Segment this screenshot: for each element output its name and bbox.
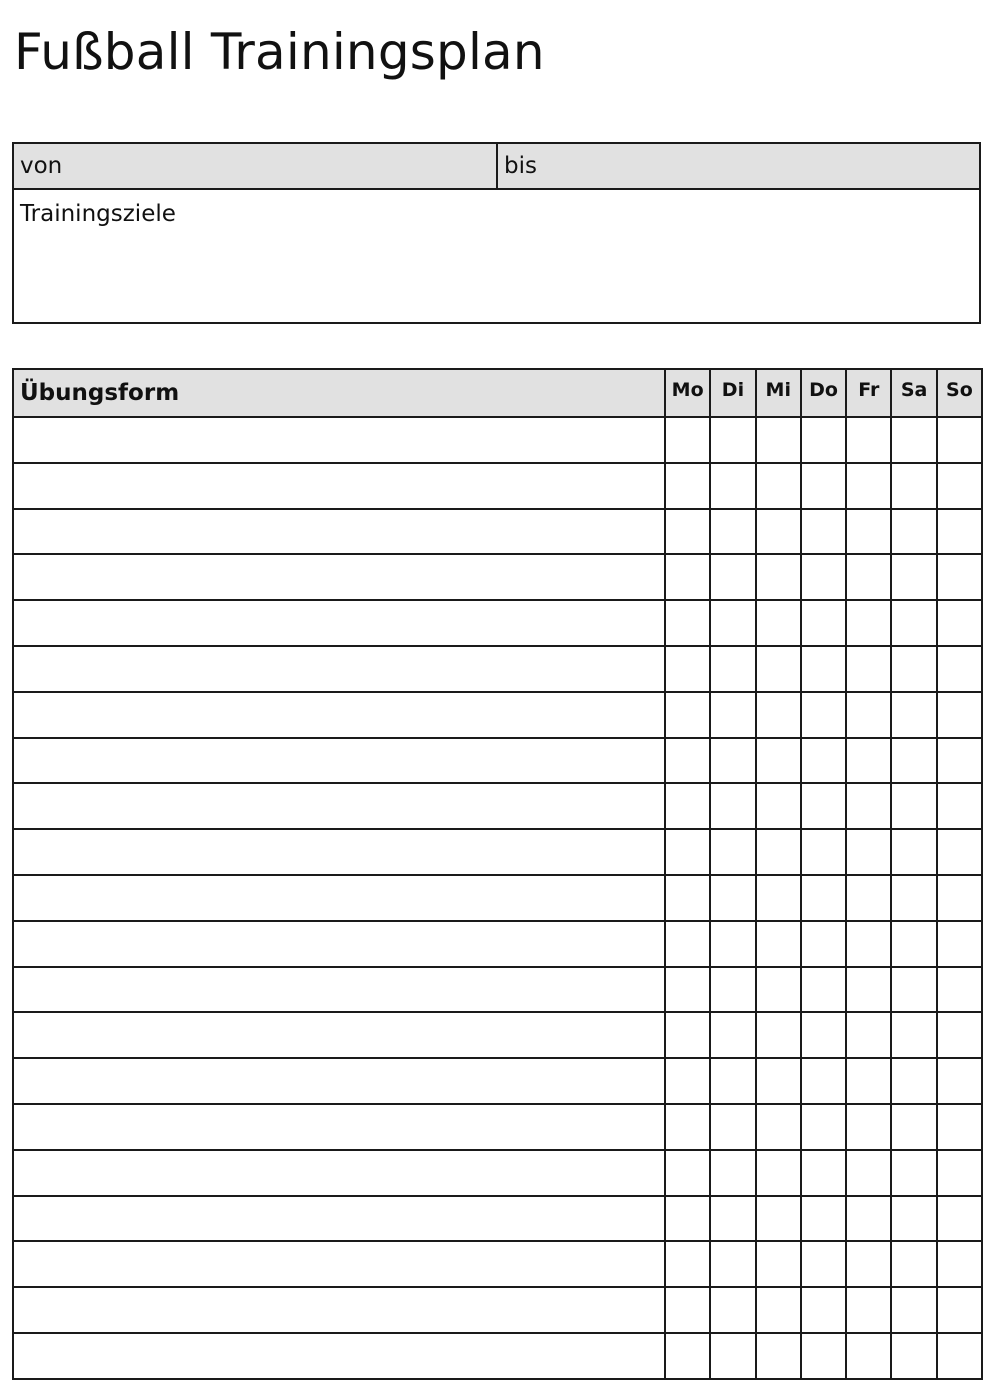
day-cell-do[interactable] <box>801 646 846 692</box>
day-header-di: Di <box>710 369 755 417</box>
day-cell-di[interactable] <box>710 1104 755 1150</box>
day-cell-mi[interactable] <box>756 417 801 463</box>
day-cell-fr[interactable] <box>846 1241 891 1287</box>
day-cell-do[interactable] <box>801 921 846 967</box>
day-cell-mo[interactable] <box>665 829 710 875</box>
day-cell-so[interactable] <box>937 967 982 1013</box>
training-table <box>12 368 983 1380</box>
exercise-cell[interactable] <box>13 1196 665 1242</box>
day-cell-sa[interactable] <box>891 692 936 738</box>
day-cell-sa[interactable] <box>891 600 936 646</box>
day-cell-mi[interactable] <box>756 921 801 967</box>
day-cell-mi[interactable] <box>756 967 801 1013</box>
day-cell-sa[interactable] <box>891 1150 936 1196</box>
day-cell-mi[interactable] <box>756 1058 801 1104</box>
day-header-sa: Sa <box>891 369 936 417</box>
day-cell-fr[interactable] <box>846 921 891 967</box>
day-header-do: Do <box>801 369 846 417</box>
day-header-mi: Mi <box>756 369 801 417</box>
day-cell-fr[interactable] <box>846 692 891 738</box>
table-row <box>13 783 982 829</box>
day-cell-fr[interactable] <box>846 600 891 646</box>
table-row <box>13 1241 982 1287</box>
table-row <box>13 1196 982 1242</box>
day-cell-mo[interactable] <box>665 600 710 646</box>
day-cell-di[interactable] <box>710 509 755 555</box>
day-cell-di[interactable] <box>710 783 755 829</box>
day-cell-fr[interactable] <box>846 829 891 875</box>
day-cell-sa[interactable] <box>891 646 936 692</box>
day-cell-so[interactable] <box>937 1058 982 1104</box>
exercise-cell[interactable] <box>13 1104 665 1150</box>
table-row <box>13 509 982 555</box>
day-cell-mi[interactable] <box>756 463 801 509</box>
day-cell-so[interactable] <box>937 509 982 555</box>
day-cell-fr[interactable] <box>846 554 891 600</box>
exercise-cell[interactable] <box>13 738 665 784</box>
day-cell-mo[interactable] <box>665 875 710 921</box>
exercise-cell[interactable] <box>13 1058 665 1104</box>
day-cell-fr[interactable] <box>846 1104 891 1150</box>
day-cell-mi[interactable] <box>756 600 801 646</box>
table-row <box>13 1150 982 1196</box>
exercise-cell[interactable] <box>13 509 665 555</box>
table-row <box>13 829 982 875</box>
day-cell-mi[interactable] <box>756 509 801 555</box>
day-cell-mi[interactable] <box>756 875 801 921</box>
day-cell-di[interactable] <box>710 921 755 967</box>
table-row <box>13 1058 982 1104</box>
day-cell-do[interactable] <box>801 738 846 784</box>
exercise-cell[interactable] <box>13 1241 665 1287</box>
day-cell-do[interactable] <box>801 967 846 1013</box>
table-row <box>13 738 982 784</box>
day-cell-do[interactable] <box>801 783 846 829</box>
day-cell-di[interactable] <box>710 417 755 463</box>
day-cell-sa[interactable] <box>891 829 936 875</box>
day-cell-di[interactable] <box>710 1012 755 1058</box>
day-cell-di[interactable] <box>710 829 755 875</box>
day-cell-mi[interactable] <box>756 1287 801 1333</box>
day-cell-so[interactable] <box>937 783 982 829</box>
day-cell-mo[interactable] <box>665 509 710 555</box>
day-cell-do[interactable] <box>801 1012 846 1058</box>
day-cell-do[interactable] <box>801 692 846 738</box>
day-cell-mo[interactable] <box>665 463 710 509</box>
day-cell-do[interactable] <box>801 1287 846 1333</box>
day-cell-mi[interactable] <box>756 1012 801 1058</box>
info-box <box>12 142 981 324</box>
day-cell-di[interactable] <box>710 1333 755 1379</box>
day-cell-sa[interactable] <box>891 738 936 784</box>
exercise-cell[interactable] <box>13 875 665 921</box>
day-cell-mi[interactable] <box>756 1104 801 1150</box>
day-cell-sa[interactable] <box>891 1196 936 1242</box>
exercise-cell[interactable] <box>13 646 665 692</box>
day-cell-so[interactable] <box>937 921 982 967</box>
day-cell-so[interactable] <box>937 1287 982 1333</box>
day-header-fr: Fr <box>846 369 891 417</box>
day-cell-di[interactable] <box>710 875 755 921</box>
day-header-mo: Mo <box>665 369 710 417</box>
day-cell-sa[interactable] <box>891 1287 936 1333</box>
exercise-cell[interactable] <box>13 921 665 967</box>
day-cell-mo[interactable] <box>665 1241 710 1287</box>
day-cell-do[interactable] <box>801 1241 846 1287</box>
day-cell-mo[interactable] <box>665 417 710 463</box>
day-cell-do[interactable] <box>801 829 846 875</box>
day-cell-sa[interactable] <box>891 509 936 555</box>
day-cell-mo[interactable] <box>665 646 710 692</box>
day-cell-mi[interactable] <box>756 1150 801 1196</box>
table-header-row <box>13 369 982 417</box>
exercise-cell[interactable] <box>13 1333 665 1379</box>
table-row <box>13 600 982 646</box>
day-cell-do[interactable] <box>801 875 846 921</box>
day-cell-so[interactable] <box>937 1150 982 1196</box>
day-cell-sa[interactable] <box>891 554 936 600</box>
day-cell-di[interactable] <box>710 692 755 738</box>
day-cell-mo[interactable] <box>665 1150 710 1196</box>
exercise-cell[interactable] <box>13 692 665 738</box>
day-cell-mo[interactable] <box>665 1333 710 1379</box>
day-cell-mi[interactable] <box>756 783 801 829</box>
day-cell-fr[interactable] <box>846 738 891 784</box>
table-row <box>13 875 982 921</box>
day-cell-di[interactable] <box>710 646 755 692</box>
day-cell-fr[interactable] <box>846 783 891 829</box>
day-cell-di[interactable] <box>710 463 755 509</box>
day-cell-so[interactable] <box>937 600 982 646</box>
day-cell-fr[interactable] <box>846 509 891 555</box>
day-cell-so[interactable] <box>937 1333 982 1379</box>
day-cell-sa[interactable] <box>891 967 936 1013</box>
day-cell-fr[interactable] <box>846 967 891 1013</box>
day-cell-sa[interactable] <box>891 875 936 921</box>
exercise-cell[interactable] <box>13 554 665 600</box>
day-cell-do[interactable] <box>801 1058 846 1104</box>
day-cell-mo[interactable] <box>665 692 710 738</box>
day-cell-do[interactable] <box>801 1104 846 1150</box>
table-row <box>13 646 982 692</box>
day-cell-mo[interactable] <box>665 1104 710 1150</box>
table-row <box>13 463 982 509</box>
day-cell-di[interactable] <box>710 1150 755 1196</box>
day-cell-so[interactable] <box>937 875 982 921</box>
day-cell-so[interactable] <box>937 1241 982 1287</box>
day-cell-mi[interactable] <box>756 554 801 600</box>
exercise-cell[interactable] <box>13 829 665 875</box>
day-cell-mo[interactable] <box>665 1058 710 1104</box>
day-header-so: So <box>937 369 982 417</box>
day-cell-sa[interactable] <box>891 1333 936 1379</box>
day-cell-mo[interactable] <box>665 921 710 967</box>
day-cell-mo[interactable] <box>665 554 710 600</box>
day-cell-di[interactable] <box>710 1196 755 1242</box>
day-cell-fr[interactable] <box>846 1150 891 1196</box>
day-cell-so[interactable] <box>937 554 982 600</box>
day-cell-sa[interactable] <box>891 1241 936 1287</box>
day-cell-mo[interactable] <box>665 738 710 784</box>
day-cell-do[interactable] <box>801 1333 846 1379</box>
day-cell-so[interactable] <box>937 1012 982 1058</box>
day-cell-mo[interactable] <box>665 1012 710 1058</box>
day-cell-fr[interactable] <box>846 463 891 509</box>
day-cell-mo[interactable] <box>665 1196 710 1242</box>
day-cell-di[interactable] <box>710 1287 755 1333</box>
day-cell-di[interactable] <box>710 1058 755 1104</box>
day-cell-so[interactable] <box>937 463 982 509</box>
day-cell-fr[interactable] <box>846 1058 891 1104</box>
table-row <box>13 1012 982 1058</box>
day-cell-sa[interactable] <box>891 1104 936 1150</box>
day-cell-do[interactable] <box>801 509 846 555</box>
day-cell-di[interactable] <box>710 554 755 600</box>
exercise-cell[interactable] <box>13 463 665 509</box>
day-cell-fr[interactable] <box>846 1333 891 1379</box>
table-row <box>13 1333 982 1379</box>
day-cell-di[interactable] <box>710 1241 755 1287</box>
to-date-label: bis <box>504 153 537 179</box>
day-cell-do[interactable] <box>801 600 846 646</box>
day-cell-so[interactable] <box>937 417 982 463</box>
day-cell-mi[interactable] <box>756 1333 801 1379</box>
day-cell-do[interactable] <box>801 554 846 600</box>
page-title: Fußball Trainingsplan <box>14 23 545 81</box>
day-cell-sa[interactable] <box>891 921 936 967</box>
table-row <box>13 417 982 463</box>
day-cell-mi[interactable] <box>756 738 801 784</box>
day-cell-fr[interactable] <box>846 1196 891 1242</box>
day-cell-di[interactable] <box>710 600 755 646</box>
day-cell-sa[interactable] <box>891 1058 936 1104</box>
day-cell-so[interactable] <box>937 1104 982 1150</box>
day-cell-sa[interactable] <box>891 1012 936 1058</box>
day-cell-do[interactable] <box>801 1150 846 1196</box>
table-row <box>13 692 982 738</box>
day-cell-fr[interactable] <box>846 1287 891 1333</box>
day-cell-so[interactable] <box>937 1196 982 1242</box>
from-date-label: von <box>20 153 63 179</box>
exercise-cell[interactable] <box>13 783 665 829</box>
day-cell-mi[interactable] <box>756 1196 801 1242</box>
day-cell-fr[interactable] <box>846 417 891 463</box>
day-cell-mi[interactable] <box>756 692 801 738</box>
day-cell-di[interactable] <box>710 967 755 1013</box>
from-date-field[interactable] <box>14 144 498 188</box>
table-row <box>13 967 982 1013</box>
table-row <box>13 1104 982 1150</box>
exercise-column-header: Übungsform <box>13 369 665 417</box>
day-cell-do[interactable] <box>801 463 846 509</box>
day-cell-fr[interactable] <box>846 1012 891 1058</box>
day-cell-mi[interactable] <box>756 1241 801 1287</box>
exercise-cell[interactable] <box>13 967 665 1013</box>
table-row <box>13 554 982 600</box>
to-date-field[interactable] <box>498 144 979 188</box>
day-cell-do[interactable] <box>801 1196 846 1242</box>
training-goals-label: Trainingsziele <box>20 201 176 227</box>
day-cell-fr[interactable] <box>846 875 891 921</box>
day-cell-di[interactable] <box>710 738 755 784</box>
day-cell-mi[interactable] <box>756 646 801 692</box>
exercise-cell[interactable] <box>13 1012 665 1058</box>
day-cell-mo[interactable] <box>665 783 710 829</box>
day-cell-sa[interactable] <box>891 783 936 829</box>
table-row <box>13 921 982 967</box>
exercise-cell[interactable] <box>13 417 665 463</box>
table-row <box>13 1287 982 1333</box>
date-range-row <box>14 144 979 190</box>
day-cell-mo[interactable] <box>665 1287 710 1333</box>
day-cell-so[interactable] <box>937 829 982 875</box>
day-cell-so[interactable] <box>937 646 982 692</box>
day-cell-fr[interactable] <box>846 646 891 692</box>
day-cell-mo[interactable] <box>665 967 710 1013</box>
day-cell-mi[interactable] <box>756 829 801 875</box>
exercise-cell[interactable] <box>13 1287 665 1333</box>
day-cell-do[interactable] <box>801 417 846 463</box>
exercise-cell[interactable] <box>13 600 665 646</box>
day-cell-sa[interactable] <box>891 463 936 509</box>
day-cell-so[interactable] <box>937 692 982 738</box>
day-cell-so[interactable] <box>937 738 982 784</box>
exercise-cell[interactable] <box>13 1150 665 1196</box>
table-body <box>13 417 982 1379</box>
day-cell-sa[interactable] <box>891 417 936 463</box>
